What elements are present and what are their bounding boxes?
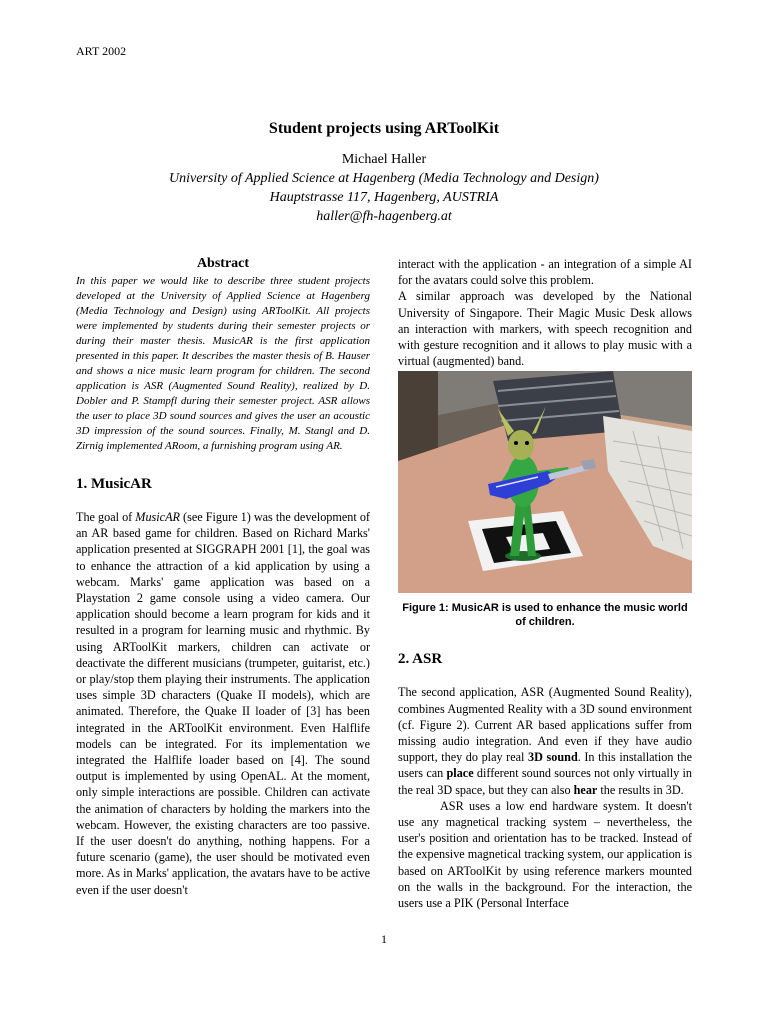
text-run: different sound sources not only virtually in the real 3D space, but they can also [398,766,692,797]
title-block [0,120,768,226]
text-run: The goal of [76,510,136,524]
text-run: The second application, ASR (Augmented Sound Reality), combines Augmented Reality with a 3D sound environment (cf. Figure 2). Current AR based applications suffer from missing audio integration. And even if they have audio support, they do play real [398,685,692,765]
abstract-text: In this paper we would like to describe three student projects developed at the University of Applied Science at Hagenberg (Media Technology and Design) using ARToolKit. All projects were implemented by students during their semester projects or during their master thesis. MusicAR is the first application presented in this paper. It describes the master thesis of B. Hauser and shows a nice music learn program for children. The second application is ASR (Augmented Sound Reality), realized by D. Dobler and P. Stampfl during their semester project. ASR allows the user to place 3D sound sources and gives the user an acoustic 3D impression of the sound sources. Finally, M. Stangl and D. Zirnig implemented ARoom, a furnishing program using AR. [76,275,370,452]
bold-term-hear: hear [573,782,598,797]
abstract-heading: Abstract [196,256,250,271]
section2-paragraph-2: ASR uses a low end hardware system. It doesn't use any magnetical tracking system – nevertheless, the user's position and orientation has to be tracked. Instead of the expensive magnetical tracking system, our application is based on ARToolKit by using reference markers mounted on the walls in the background. For the interaction, the users use a PIK (Personal Interface [398,798,692,911]
term-musicar: MusicAR [135,510,180,524]
left-column [76,256,370,898]
email-line: haller@fh-hagenberg.at [316,209,452,224]
section1-paragraph [76,509,370,898]
section1-heading: 1. MusicAR [76,476,152,492]
address-line: Hauptstrasse 117, Hagenberg, AUSTRIA [269,190,499,205]
section1-continuation: interact with the application - an integration of a simple AI for the avatars could solve this problem. [398,257,692,288]
text-run: the results in 3D. [597,782,684,797]
figure1-caption: Figure 1: MusicAR is used to enhance the music world of children. [402,602,688,629]
section2-heading: 2. ASR [398,651,443,668]
section2-paragraph-1 [398,684,692,797]
affiliation-line: University of Applied Science at Hagenberg (Media Technology and Design) [169,171,599,186]
text-run: . In this installation the users can [398,750,692,781]
running-header: ART 2002 [76,44,127,58]
paper-title: Student projects using ARToolKit [268,120,500,137]
section1-paragraph-2: A similar approach was developed by the National University of Singapore. Their Magic Music Desk allows an interaction with markers, with speech recognition and with gesture recognition and it allows to play music with a virtual (augmented) band. [398,289,692,369]
bold-term-3d-sound: 3D sound [528,750,578,765]
figure1-image [398,371,692,593]
bold-term-place: place [446,766,474,781]
author-name: Michael Haller [341,152,427,167]
text-run: (see Figure 1) was the development of an AR based game for children. Based on Richard Marks' application presented at SIGGRAPH 2001 [1], the goal was to enhance the attraction of a kid application by using a webcam. Marks' game application was based on a Playstation 2 game console using a video camera. Our application should become a learn program for kids and it resulted in a program for learning music and rhythmic. By using ARToolKit markers, children can activate or deactivate the different musicians (trumpeter, guitarist, etc.) or play/stop them playing their instruments. The application uses simple 3D characters (Quake II models), which are animated. Therefore, the Quake II loader of [3] has been integrated in the ARToolKit environment. Even Halflife models can be integrated. For its implementation we integrated the Halflife loader based on [4]. The sound output is implemented by using OpenAL. At the moment, only simple interactions are possible. Children can activate the animation of characters by holding the markers into the webcam. However, the existing characters are too passive. If the user doesn't do anything, nothing happens. For a future scenario (game), the user should be motivated even more. As in Marks' application, the avatars have to be active even if the user doesn't [76,510,370,897]
right-column [398,256,692,911]
page-number: 1 [381,932,387,946]
